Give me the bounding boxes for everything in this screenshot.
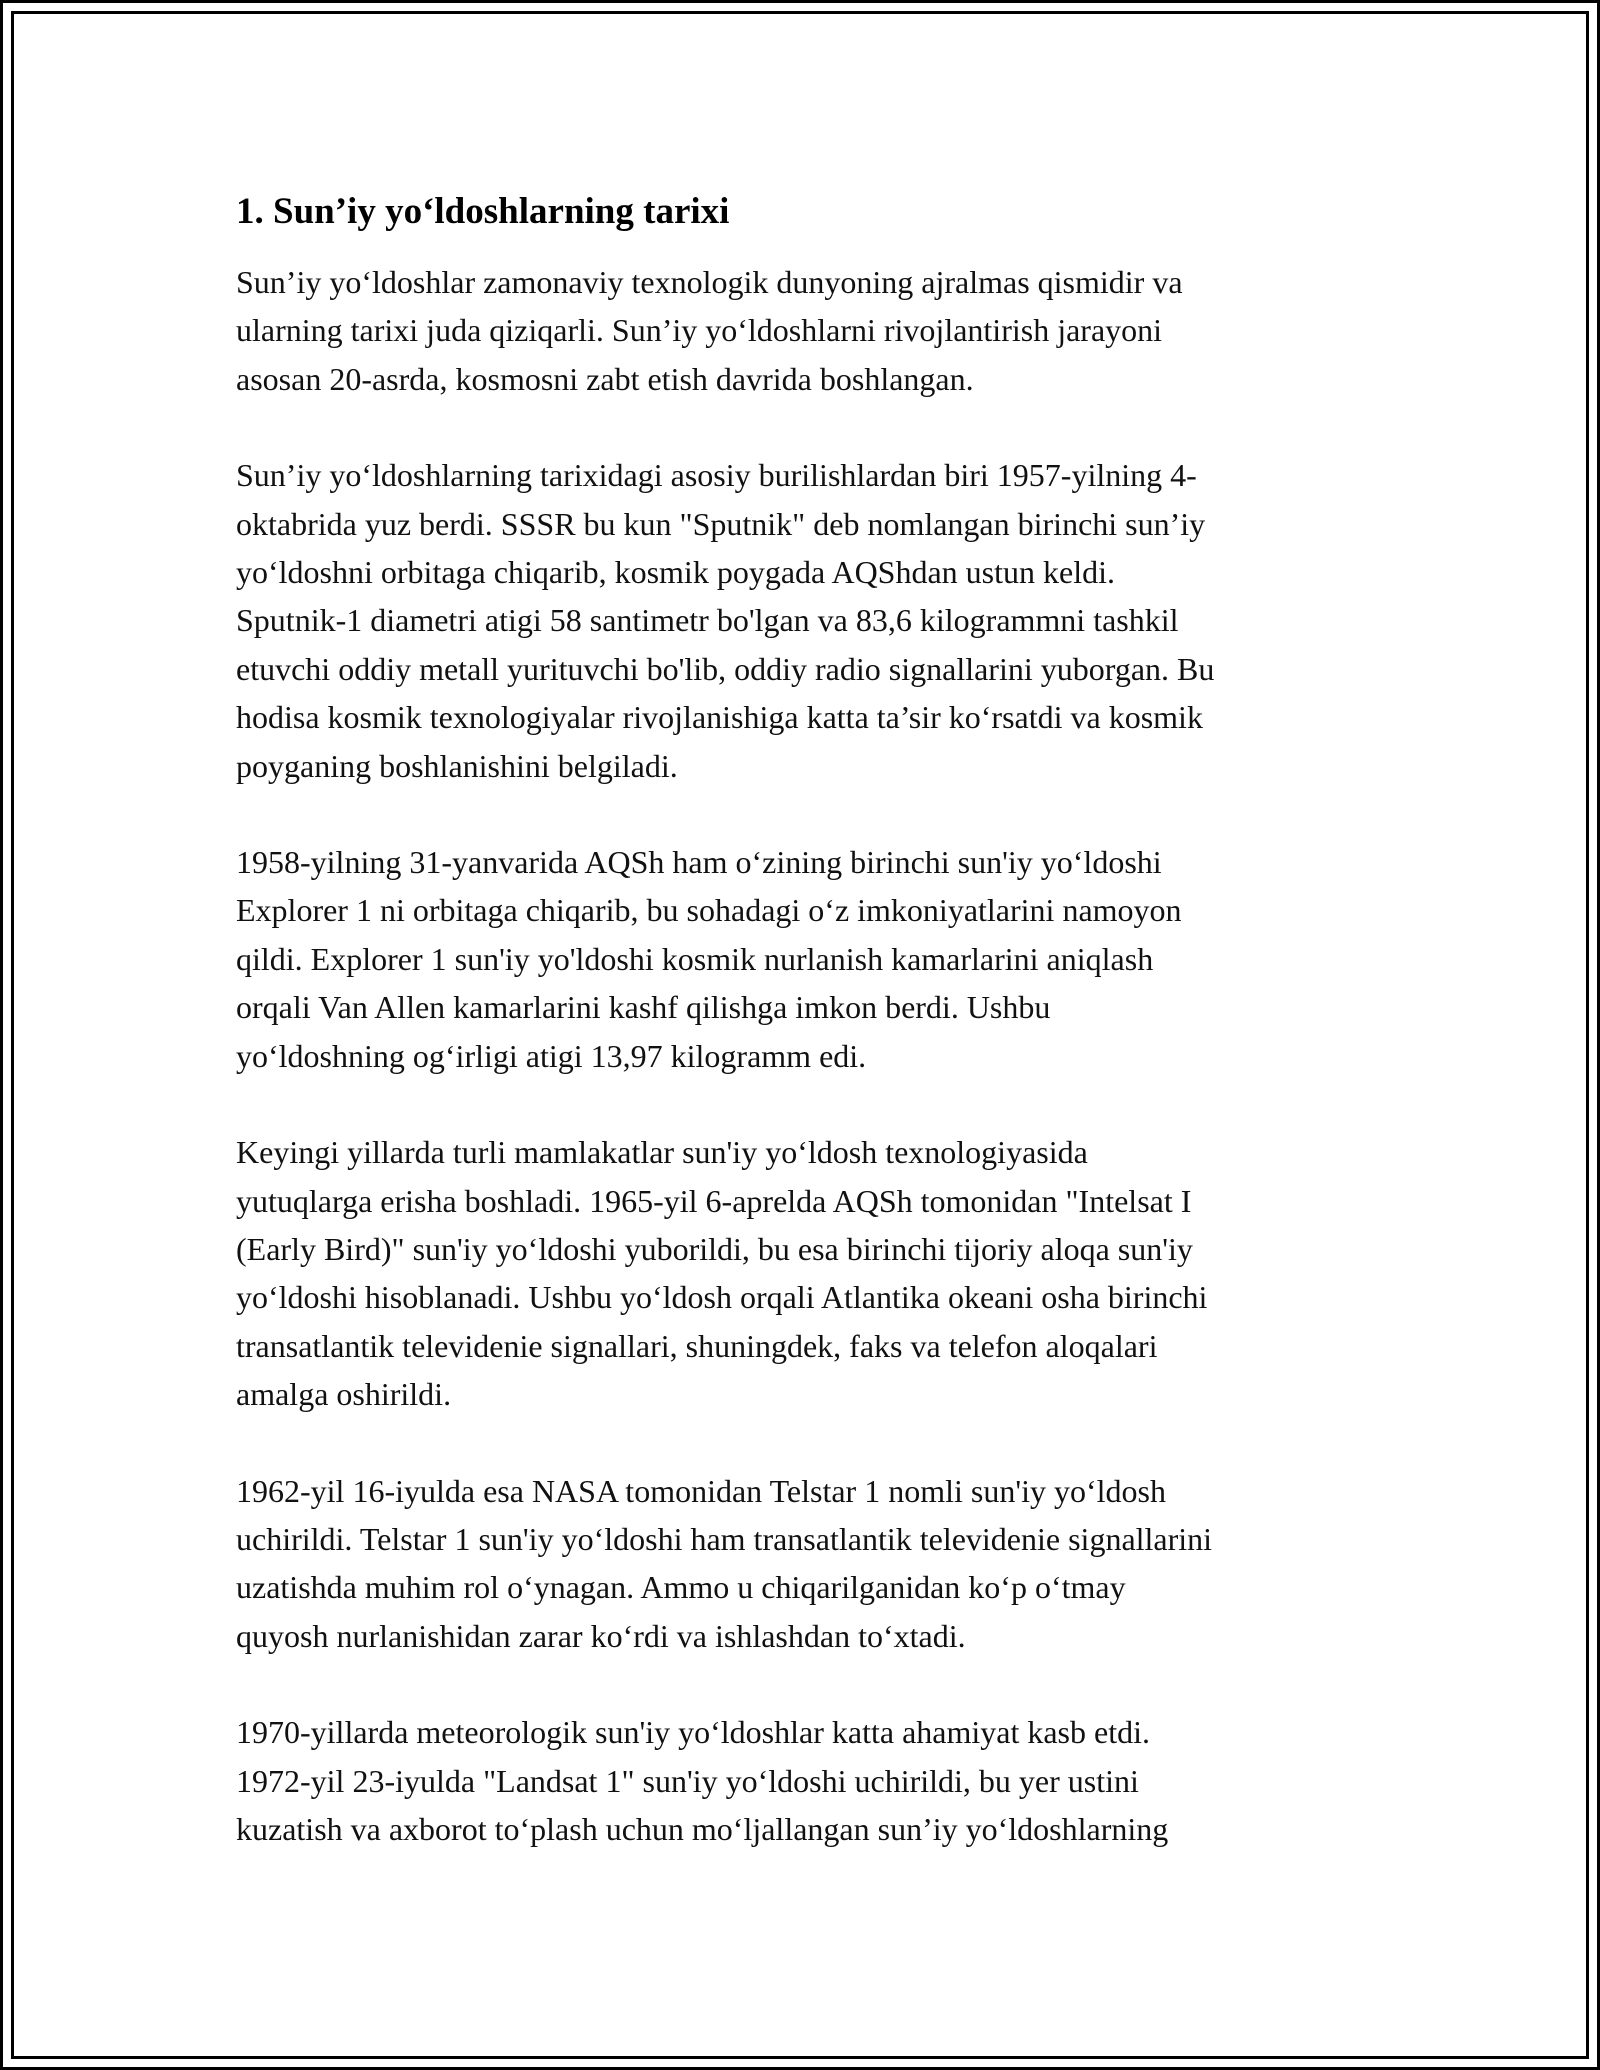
- document-body: [236, 188, 1366, 1901]
- text-line: Sun’iy yo‘ldoshlar zamonaviy texnologik dunyoning ajralmas qismidir va: [236, 264, 1183, 300]
- text-line: (Early Bird)" sun'iy yo‘ldoshi yuborildi, bu esa birinchi tijoriy aloqa sun'iy: [236, 1230, 1193, 1267]
- text-line: yo‘ldoshning og‘irligi atigi 13,97 kilogramm edi.: [236, 1037, 867, 1074]
- paragraph-sputnik: [236, 451, 1366, 790]
- text-line: yo‘ldoshi hisoblanadi. Ushbu yo‘ldosh orqali Atlantika okeani osha birinchi: [236, 1279, 1208, 1316]
- text-line: uzatishda muhim rol o‘ynagan. Ammo u chiqarilganidan ko‘p o‘tmay: [236, 1569, 1126, 1606]
- text-line: Keyingi yillarda turli mamlakatlar sun'iy yo‘ldosh texnologiyasida: [236, 1134, 1088, 1171]
- text-line: uchirildi. Telstar 1 sun'iy yo‘ldoshi ham transatlantik televidenie signallarini: [236, 1520, 1213, 1557]
- text-line: Explorer 1 ni orbitaga chiqarib, bu sohadagi o‘z imkoniyatlarini namoyon: [236, 892, 1182, 929]
- text-line: qildi. Explorer 1 sun'iy yo'ldoshi kosmik nurlanish kamarlarini aniqlash: [236, 940, 1154, 977]
- text-line: 1972-yil 23-iyulda "Landsat 1" sun'iy yo‘ldoshi uchirildi, bu yer ustini: [236, 1762, 1139, 1799]
- text-line: yutuqlarga erisha boshladi. 1965-yil 6-aprelda AQSh tomonidan "Intelsat I: [236, 1182, 1192, 1219]
- text-line: poyganing boshlanishini belgiladi.: [236, 747, 678, 784]
- text-line: 1958-yilning 31-yanvarida AQSh ham o‘zining birinchi sun'iy yo‘ldoshi: [236, 844, 1162, 881]
- text-line: asosan 20-asrda, kosmosni zabt etish davrida boshlangan.: [236, 360, 974, 397]
- paragraph-intelsat: [236, 1128, 1366, 1418]
- text-line: ularning tarixi juda qiziqarli. Sun’iy yo‘ldoshlarni rivojlantirish jarayoni: [236, 312, 1163, 349]
- text-line: transatlantik televidenie signallari, shuningdek, faks va telefon aloqalari: [236, 1327, 1158, 1364]
- text-line: Sun’iy yo‘ldoshlarning tarixidagi asosiy burilishlardan biri 1957-yilning 4-: [236, 457, 1197, 494]
- text-line: yo‘ldoshni orbitaga chiqarib, kosmik poygada AQShdan ustun keldi.: [236, 554, 1115, 591]
- text-line: Sputnik-1 diametri atigi 58 santimetr bo'lgan va 83,6 kilogrammni tashkil: [236, 602, 1179, 639]
- text-line: kuzatish va axborot to‘plash uchun mo‘ljallangan sun’iy yo‘ldoshlarning: [236, 1810, 1169, 1847]
- text-line: amalga oshirildi.: [236, 1376, 452, 1413]
- paragraph-landsat: [236, 1708, 1366, 1853]
- paragraph-intro: [236, 258, 1366, 403]
- text-line: quyosh nurlanishidan zarar ko‘rdi va ishlashdan to‘xtadi.: [236, 1617, 966, 1654]
- text-line: orqali Van Allen kamarlarini kashf qilishga imkon berdi. Ushbu: [236, 989, 1051, 1026]
- text-line: etuvchi oddiy metall yurituvchi bo'lib, oddiy radio signallarini yuborgan. Bu: [236, 650, 1215, 687]
- text-line: oktabrida yuz berdi. SSSR bu kun "Sputnik" deb nomlangan birinchi sun’iy: [236, 505, 1206, 542]
- paragraph-explorer: [236, 838, 1366, 1080]
- text-line: 1962-yil 16-iyulda esa NASA tomonidan Telstar 1 nomli sun'iy yo‘ldosh: [236, 1472, 1166, 1509]
- text-line: 1970-yillarda meteorologik sun'iy yo‘ldoshlar katta ahamiyat kasb etdi.: [236, 1714, 1150, 1751]
- section-heading: 1. Sun’iy yo‘ldoshlarning tarixi: [236, 191, 730, 232]
- paragraph-telstar: [236, 1467, 1366, 1661]
- text-line: hodisa kosmik texnologiyalar rivojlanishiga katta ta’sir ko‘rsatdi va kosmik: [236, 699, 1203, 736]
